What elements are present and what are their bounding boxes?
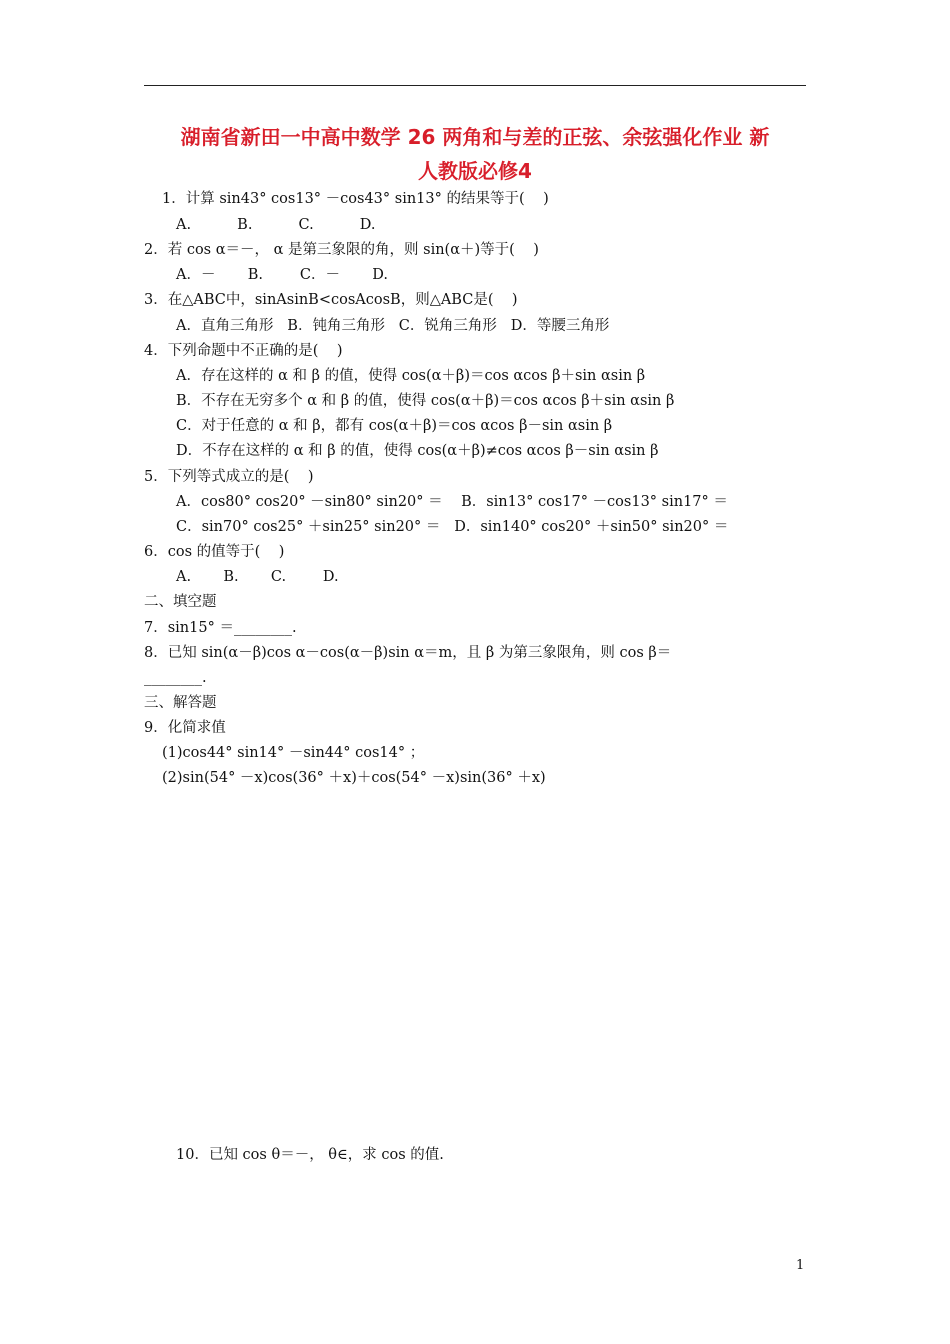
question-4-option-a: A．存在这样的 α 和 β 的值，使得 cos(α＋β)＝cos αcos β＋sin αsin β bbox=[176, 368, 646, 384]
document-title-line-2: 人教版必修4 bbox=[418, 159, 532, 183]
question-4-option-d: D．不存在这样的 α 和 β 的值，使得 cos(α＋β)≠cos αcos β－sin αsin β bbox=[176, 443, 659, 459]
question-9-part-2: (2)sin(54° －x)cos(36° ＋x)＋cos(54° －x)sin(36° ＋x) bbox=[162, 770, 546, 786]
page-number: 1 bbox=[796, 1258, 805, 1273]
section-solve: 三、解答题 bbox=[144, 695, 217, 711]
question-3: 3．在△ABC中，sinAsinB<cosAcosB，则△ABC是( ) bbox=[144, 292, 518, 308]
question-9-part-1: (1)cos44° sin14° －sin44° cos14° ； bbox=[162, 745, 425, 761]
question-10: 10．已知 cos θ＝－， θ∈，求 cos 的值. bbox=[176, 1147, 444, 1163]
question-1-options: A. B. C. D. bbox=[176, 217, 376, 233]
question-7: 7．sin15° ＝________. bbox=[144, 620, 297, 636]
question-5-options-ab: A．cos80° cos20° －sin80° sin20° ＝ B．sin13° cos17° －cos13° sin17° ＝ bbox=[176, 494, 728, 510]
question-4-option-c: C．对于任意的 α 和 β，都有 cos(α＋β)＝cos αcos β－sin αsin β bbox=[176, 418, 613, 434]
question-4-option-b: B．不存在无穷多个 α 和 β 的值，使得 cos(α＋β)＝cos αcos β＋sin αsin β bbox=[176, 393, 675, 409]
question-8-blank: ________. bbox=[144, 670, 207, 686]
question-8: 8．已知 sin(α－β)cos α－cos(α－β)sin α＝m，且 β 为第三象限角，则 cos β＝ bbox=[144, 645, 672, 661]
section-fill-in: 二、填空题 bbox=[144, 594, 217, 610]
question-9: 9．化简求值 bbox=[144, 720, 226, 736]
question-2-options: A．－ B. C．－ D. bbox=[176, 267, 388, 283]
document-title-line-1: 湖南省新田一中高中数学 26 两角和与差的正弦、余弦强化作业 新 bbox=[180, 125, 770, 149]
question-5-options-cd: C．sin70° cos25° ＋sin25° sin20° ＝ D．sin140° cos20° ＋sin50° sin20° ＝ bbox=[176, 519, 729, 535]
question-6-options: A. B. C. D. bbox=[176, 569, 339, 585]
question-5: 5．下列等式成立的是( ) bbox=[144, 469, 314, 485]
question-1: 1．计算 sin43° cos13° －cos43° sin13° 的结果等于( ) bbox=[162, 191, 549, 207]
question-6: 6．cos 的值等于( ) bbox=[144, 544, 285, 560]
question-3-options: A．直角三角形 B．钝角三角形 C．锐角三角形 D．等腰三角形 bbox=[176, 318, 610, 334]
header-rule bbox=[144, 85, 806, 86]
question-2: 2．若 cos α＝－， α 是第三象限的角，则 sin(α＋)等于( ) bbox=[144, 242, 539, 258]
question-4: 4．下列命题中不正确的是( ) bbox=[144, 343, 343, 359]
